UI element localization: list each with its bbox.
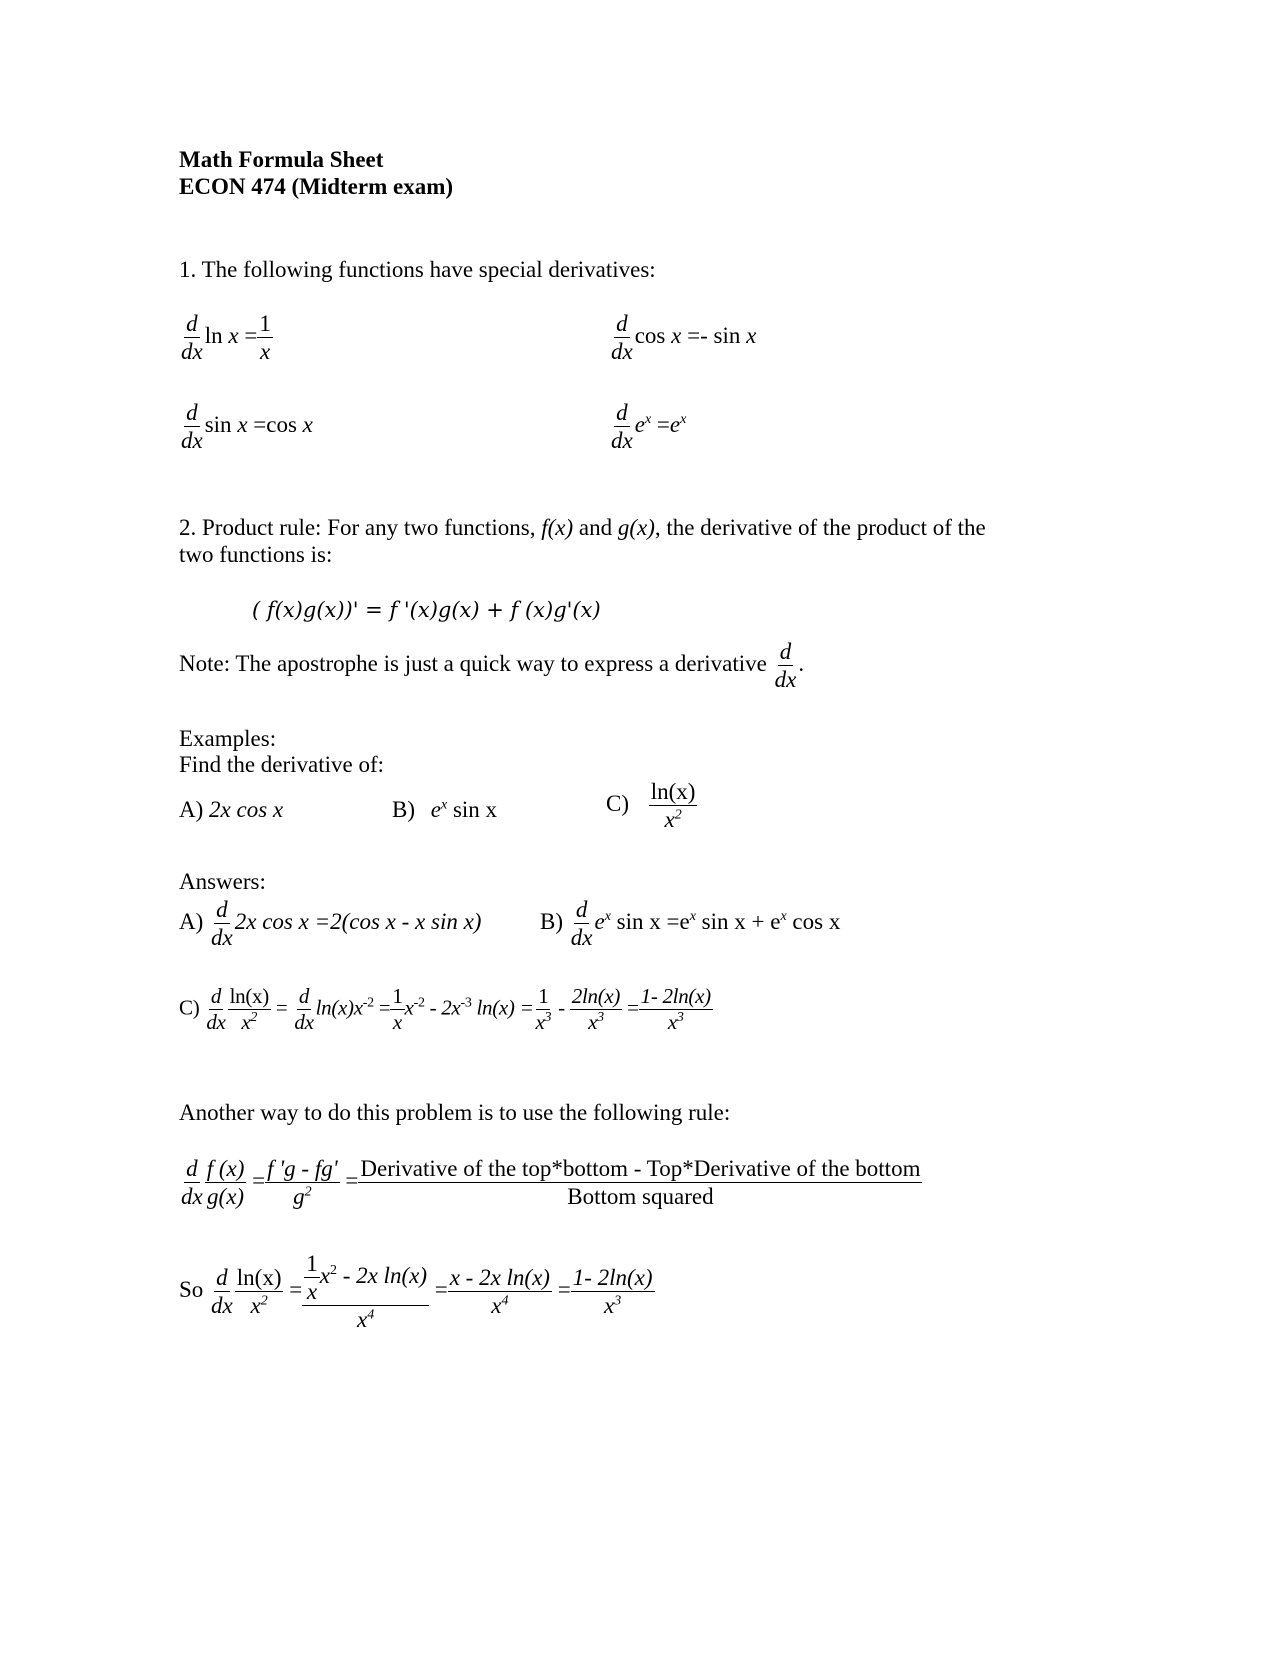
examples-heading: Examples: [179, 726, 277, 751]
simplified-quotient-fraction: $\frac{\text{x - 2x ln(x)}}{x^4}$ [449, 1265, 550, 1318]
d-dx-fraction: $\frac{d}{dx}$ [181, 400, 203, 453]
2ln-over-x3-fraction: $\frac{2\ln(x)}{x^3}$ [571, 984, 621, 1034]
example-b: B) $e^x$ sin x [392, 797, 498, 822]
d-dx-fraction: $\frac{d}{dx}$ [294, 984, 314, 1034]
quotient-symbolic-fraction: $\frac{f 'g - fg'}{g^2}$ [267, 1156, 338, 1209]
d-dx-fraction: $\frac{d}{dx}$ [611, 400, 633, 453]
section2-heading-line2: two functions is: [179, 542, 333, 567]
d-dx-fraction: $\frac{d}{dx}$ [211, 1265, 233, 1318]
formula-sin-derivative: $\frac{d}{dx}$ sin x =cos x [181, 400, 313, 453]
answer-a: A) $\frac{d}{dx}$ 2x cos x =2(cos x - x sin x) [179, 897, 482, 950]
quotient-words-fraction: $\frac{\text{Derivative of the top*bottom - Top*Derivative of the bottom}}{\text{Bottom squared}}$ [360, 1156, 921, 1209]
sheet-title: Math Formula Sheet [179, 147, 384, 172]
section2-heading: 2. Product rule: For any two functions, f(x) and g(x), the derivative of the product of the [179, 515, 986, 540]
formula-cos-derivative: $\frac{d}{dx}$ cos x =- sin x [611, 311, 757, 364]
d-dx-fraction: $\frac{d}{dx}$ [570, 897, 593, 950]
ln-over-x2-fraction: $\frac{\ln(x)}{x^2}$ [229, 984, 269, 1034]
quotient-rule-formula: $\frac{d}{dx}$ $\frac{f (x)}{g(x)}$ = $\frac{f 'g - fg'}{g^2}$ = $\frac{\text{Derivative of the top*bottom - Top*Derivative of the bottom}}{\text{Bottom squared}}$ [181, 1156, 921, 1209]
d-dx-fraction: $\frac{d}{dx}$ [774, 639, 797, 692]
product-rule-formula: ( f(x)g(x))' = f '(x)g(x) + f (x)g'(x) [252, 598, 601, 622]
f-over-g-fraction: $\frac{f (x)}{g(x)}$ [206, 1156, 245, 1209]
d-dx-fraction: $\frac{d}{dx}$ [206, 984, 226, 1034]
d-dx-fraction: $\frac{d}{dx}$ [211, 897, 233, 950]
expanded-quotient-fraction: $\frac{1}{x}$ $x^2 - 2x$ ln(x) $x^4$ [302, 1252, 429, 1331]
d-dx-fraction: $\frac{d}{dx}$ [181, 311, 203, 364]
example-a: A) 2x cos x [179, 797, 284, 822]
answer-c: C) $\frac{d}{dx}$ $\frac{\ln(x)}{x^2}$ = $\frac{d}{dx}$ $\ln(x)x^{-2}$ = $\frac{1}{x}$ $x^{-2} - 2x^{-3}$ ln(x) = $\frac{1}{x^3}$ - $\frac{2\ln(x)}{x^3}$ = $\frac{1- 2\ln(x)}{x^3}$ [179, 984, 711, 1034]
formula-exp-derivative: $\frac{d}{dx}$ $e^x =e^x$ [611, 400, 687, 453]
answer-b: B) $\frac{d}{dx}$ $e^x$ $\sin x =e^x$ $\sin x + e^x$ cos x [540, 897, 841, 950]
ln-over-x2-fraction: $\frac{\ln(x)}{x^2}$ [650, 779, 696, 832]
d-dx-fraction: $\frac{d}{dx}$ [611, 311, 633, 364]
one-over-x-fraction: $\frac{1}{x}$ [259, 311, 271, 364]
examples-prompt: Find the derivative of: [179, 752, 385, 777]
d-dx-fraction: $\frac{d}{dx}$ [181, 1156, 203, 1209]
ln-over-x2-fraction: $\frac{\ln(x)}{x^2}$ [236, 1265, 282, 1318]
formula-ln-derivative: $\frac{d}{dx}$ ln x = $\frac{1}{x}$ [181, 311, 271, 364]
one-over-x-fraction: $\frac{1}{x}$ [306, 1251, 318, 1304]
one-over-x3-fraction: $\frac{1}{x^3}$ [535, 984, 552, 1034]
quotient-intro: Another way to do this problem is to use the following rule: [179, 1100, 731, 1125]
example-c: C) $\frac{\ln(x)}{x^2}$ [606, 779, 696, 832]
section1-heading: 1. The following functions have special derivatives: [179, 257, 656, 282]
course-title: ECON 474 (Midterm exam) [179, 174, 454, 199]
answers-heading: Answers: [179, 869, 266, 894]
final-result-fraction: $\frac{1- 2\ln(x)}{x^3}$ [572, 1265, 653, 1318]
quotient-example: So $\frac{d}{dx}$ $\frac{\ln(x)}{x^2}$ = $\frac{1}{x}$ $x^2 - 2x$ ln(x) $x^4$ = $\frac{\text{x - 2x ln(x)}}{x^4}$ = $\frac{1- 2\ln(x)}{x^3}$ [179, 1251, 653, 1332]
one-over-x-fraction: $\frac{1}{x}$ [392, 984, 403, 1034]
apostrophe-note: Note: The apostrophe is just a quick way to express a derivative $\frac{d}{dx}$ . [179, 639, 805, 692]
result-fraction: $\frac{1- 2\ln(x)}{x^3}$ [640, 984, 711, 1034]
